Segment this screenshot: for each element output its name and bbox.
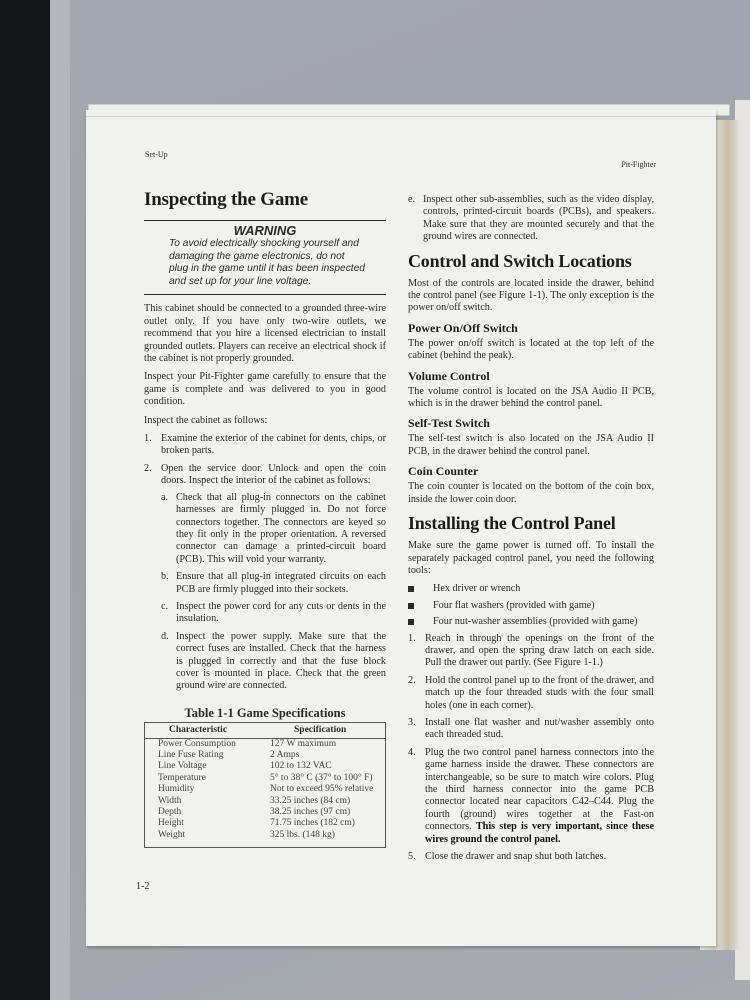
step-marker: 1. [408, 632, 416, 644]
subsection-title-coin-counter: Coin Counter [408, 464, 479, 479]
step-marker: 1. [144, 433, 152, 445]
substep-marker: b. [161, 571, 169, 583]
game-specifications-table [144, 722, 386, 848]
square-bullet-icon [408, 603, 414, 609]
table-row [145, 773, 386, 784]
paragraph-volume: The volume control is located on the JSA Audio II PCB, which is in the drawer behind the control panel. [408, 385, 654, 410]
step-text: Plug the two control panel harness connectors into the game harness inside the drawer. These connectors are interchangeable, so be sure to match wire colors. Plug the third harness connector into the game PCB connector located near capacitors C42–C44. Plug the fourth (ground) wires together at the Fast-on connectors. [425, 746, 654, 833]
table-cell: 71.75 inches (182 cm) [270, 818, 355, 829]
running-header-left: Set-Up [145, 150, 168, 159]
list-item [161, 601, 386, 626]
paragraph-controls-intro: Most of the controls are located inside the drawer, behind the control panel (see Figure 1-1). The only exception is the power on/off switch. [408, 277, 654, 314]
column-header: Specification [264, 723, 386, 738]
install-steps [408, 633, 654, 864]
table-row [145, 830, 386, 848]
table-title: Table 1-1 Game Specifications [184, 705, 346, 720]
step-marker: 2. [408, 674, 416, 686]
step-text: Open the service door. Unlock and open the coin doors. Inspect the interior of the cabinet as follows: [161, 462, 386, 487]
warning-title: WARNING [233, 223, 297, 238]
inspection-substeps [161, 492, 386, 693]
subsection-title-power-switch: Power On/Off Switch [408, 320, 518, 335]
warning-box [144, 220, 386, 295]
table-cell: Line Voltage [158, 761, 207, 772]
substep-text: Inspect the power supply. Make sure that the correct fuses are installed. Check that the harness is plugged in correctly and that the fuse block cover is mounted in place. Check that the green ground wire are connected. [176, 630, 386, 692]
list-item [408, 194, 654, 244]
table-cell: 2 Amps [270, 750, 300, 760]
page-number: 1-2 [136, 881, 150, 892]
substep-text: Ensure that all plug-in integrated circuits on each PCB are firmly plugged into their sockets. [176, 571, 386, 595]
list-item [161, 631, 386, 693]
list-item [408, 747, 654, 846]
table-cell: Height [158, 818, 184, 829]
list-item [161, 571, 386, 596]
subsection-title-self-test: Self-Test Switch [408, 416, 490, 431]
table-cell: Not to exceed 95% relative [270, 784, 374, 795]
tool-text: Four nut-washer assemblies (provided with game) [433, 616, 638, 628]
list-item [161, 492, 386, 566]
substep-text: Inspect the power cord for any cuts or dents in the insulation. [176, 600, 386, 625]
right-column [408, 194, 654, 868]
table-cell: Humidity [158, 784, 195, 795]
substep-marker: e. [408, 194, 416, 205]
warning-text: To avoid electrically shocking yourself and damaging the game electronics, do not plug in the game until it has been inspected and set up for your line voltage. [169, 238, 365, 287]
inspection-substeps-continued [408, 194, 654, 244]
table-cell: Width [158, 795, 182, 806]
list-item [408, 717, 654, 742]
paragraph-install-intro: Make sure the game power is turned off. To install the separately packaged control panel, you need the following tools: [408, 540, 654, 576]
table-cell: Depth [158, 807, 182, 818]
section-title-installing: Installing the Control Panel [408, 513, 616, 534]
table-row [145, 784, 386, 795]
table-cell: 5° to 38° C (37° to 100° F) [270, 772, 373, 783]
step-marker: 2. [144, 462, 152, 474]
table-cell: Line Fuse Rating [158, 750, 224, 760]
step-text: Hold the control panel up to the front of the drawer, and match up the four threaded studs with the four small holes (one in each corner). [425, 674, 654, 711]
table-cell: Weight [158, 829, 186, 840]
list-item [408, 600, 654, 612]
step-emphasis: This step is very important, since these wires ground the control panel. [425, 821, 654, 845]
step-text: Install one flat washer and nut/washer assembly onto each threaded stud. [425, 716, 654, 741]
paragraph-inspect: Inspect your Pit-Fighter game carefully to ensure that the game is complete and was delivered to you in good condition. [144, 371, 386, 408]
paragraph-grounding: This cabinet should be connected to a grounded three-wire outlet only. If you have only two-wire outlets, we recommend that you hire a licensed electrician to install grounded outlets. Players can receive an electrical shock if the cabinet is not properly grounded. [144, 303, 386, 365]
paragraph-coin-counter: The coin counter is located on the bottom of the coin box, inside the lower coin door. [408, 481, 654, 505]
tool-text: Hex driver or wrench [433, 583, 521, 595]
table-cell: 102 to 132 VAC [270, 761, 332, 772]
table-cell: 38.25 inches (97 cm) [270, 807, 351, 818]
list-item [408, 851, 654, 863]
list-item [408, 583, 654, 595]
list-item [144, 463, 386, 693]
left-column [144, 188, 386, 848]
square-bullet-icon [408, 619, 414, 625]
substep-text: Check that all plug-in connectors on the cabinet harnesses are firmly plugged in. Do not force connectors together. The connectors are keyed so they fit only in the proper orientation. A reversed connector can damage a printed-circuit board (PCB). This will void your warranty. [176, 491, 386, 565]
table-cell: Power Consumption [158, 738, 236, 749]
running-header-right: Pit-Fighter [621, 160, 656, 169]
paragraph-power-switch: The power on/off switch is located at the top left of the cabinet (behind the peak). [408, 337, 654, 362]
step-text: Examine the exterior of the cabinet for dents, chips, or broken parts. [161, 433, 386, 457]
list-item [408, 633, 654, 670]
list-item [408, 616, 654, 628]
substep-marker: c. [161, 600, 169, 612]
tool-text: Four flat washers (provided with game) [433, 599, 595, 611]
paragraph-self-test: The self-test switch is also located on the JSA Audio II PCB, in the drawer behind the control panel. [408, 433, 654, 457]
tools-list [408, 583, 654, 628]
table-row [145, 818, 386, 829]
dark-background-strip [0, 0, 50, 1000]
table-row [145, 807, 386, 818]
table-cell: Temperature [158, 772, 206, 783]
inspection-steps [144, 433, 386, 693]
column-header: Characteristic [145, 723, 265, 738]
step-marker: 4. [408, 746, 416, 758]
substep-text: Inspect other sub-assemblies, such as the video display, controls, printed-circuit boards (PCBs), and speakers. Make sure that they are mounted securely and that the ground wires are connected. [423, 194, 654, 243]
table-cell: 325 lbs. (148 kg) [270, 829, 335, 840]
list-item [144, 433, 386, 458]
table-row [145, 796, 386, 807]
table-cell: 33.25 inches (84 cm) [270, 795, 351, 806]
step-text: Close the drawer and snap shut both latches. [425, 851, 607, 863]
subsection-title-volume: Volume Control [408, 368, 490, 383]
list-item [408, 675, 654, 712]
table-row [145, 738, 386, 750]
substep-marker: a. [161, 491, 169, 503]
table-cell: 127 W maximum [270, 738, 337, 749]
table-row [145, 761, 386, 772]
table-row [145, 750, 386, 761]
step-marker: 3. [408, 716, 416, 728]
step-marker: 5. [408, 851, 416, 863]
substep-marker: d. [161, 630, 169, 642]
light-background-strip [50, 0, 70, 1000]
manual-page [86, 110, 716, 946]
paragraph-inspect-cabinet: Inspect the cabinet as follows: [144, 414, 268, 426]
table-header-row [145, 723, 386, 738]
step-text: Reach in through the openings on the front of the drawer, and open the spring draw latch on each side. Pull the drawer out partly. (See Figure 1-1.) [425, 632, 654, 669]
section-title-control-switch: Control and Switch Locations [408, 250, 632, 271]
square-bullet-icon [408, 586, 414, 592]
section-title-inspecting: Inspecting the Game [144, 189, 309, 210]
